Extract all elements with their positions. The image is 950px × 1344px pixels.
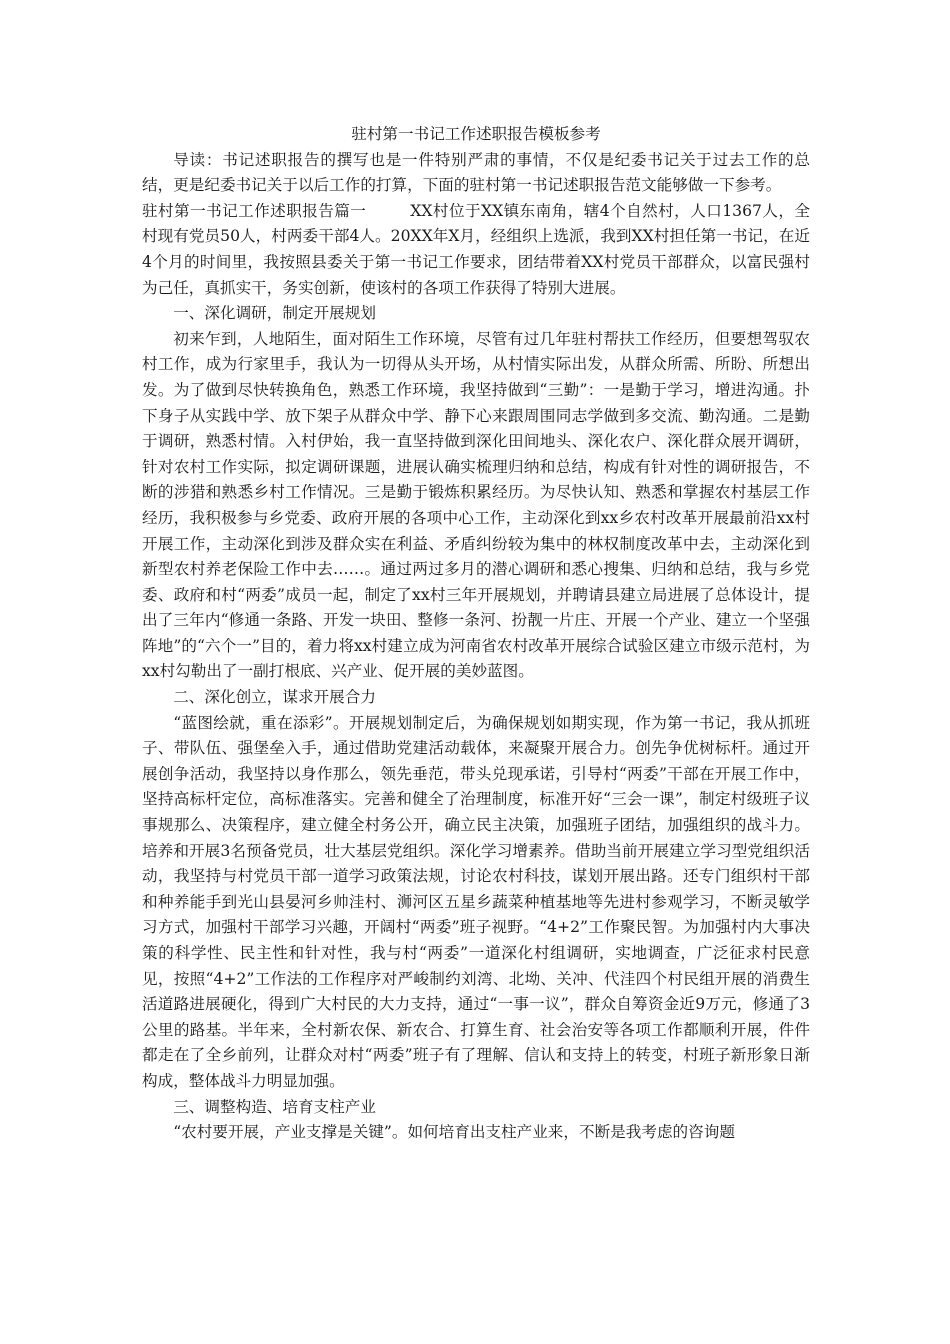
intro-paragraph: 导读：书记述职报告的撰写也是一件特别严肃的事情，不仅是纪委书记关于过去工作的总结，更是纪委书记关于以后工作的打算，下面的驻村第一书记述职报告范文能够做一下参考。: [142, 150, 810, 195]
section1-heading: 一、深化调研，制定开展规划: [173, 304, 376, 323]
section3-paragraph: “农村要开展，产业支撑是关键”。如何培育出支柱产业来，不断是我考虑的咨询题: [173, 1123, 735, 1142]
section2-heading: 二、深化创立，谋求开展合力: [173, 688, 376, 707]
part1-text: XX村位于XX镇东南角，辖4个自然村，人口1367人，全村现有党员50人，村两委干部4人。20XX年X月，经组织上选派，我到XX村担任第一书记，在近4个月的时间里，我按照县委关于第一书记工作要求，团结带着XX村党员干部群众，以富民强村为己任，真抓实干，务实创新，使该村的各项工作获得了特别大进展。: [142, 201, 810, 297]
part1-label: 驻村第一书记工作述职报告篇一: [142, 201, 367, 220]
document-title: 驻村第一书记工作述职报告模板参考: [351, 125, 601, 143]
part1-paragraph: [142, 199, 810, 301]
section3-heading: 三、调整构造、培育支柱产业: [173, 1097, 376, 1116]
section2-paragraph: “蓝图绘就，重在添彩”。开展规划制定后，为确保规划如期实现，作为第一书记，我从抓班子、带队伍、强堡垒入手，通过借助党建活动载体，来凝聚开展合力。创先争优树标杆。通过开展创争活动，我坚持以身作那么，领先垂范，带头兑现承诺，引导村“两委”干部在开展工作中，坚持高标杆定位，高标准落实。完善和健全了治理制度，标准开好“三会一课”，制定村级班子议事规那么、决策程序，建立健全村务公开，确立民主决策，加强班子团结，加强组织的战斗力。培养和开展3名预备党员，壮大基层党组织。深化学习增素养。借助当前开展建立学习型党组织活动，我坚持与村党员干部一道学习政策法规，讨论农村科技，谋划开展出路。还专门组织村干部和种养能手到光山县晏河乡帅洼村、浉河区五星乡蔬菜种植基地等先进村参观学习，不断灵敏学习方式，加强村干部学习兴趣，开阔村“两委”班子视野。“4+2”工作聚民智。为加强村内大事决策的科学性、民主性和针对性，我与村“两委”一道深化村组调研，实地调查，广泛征求村民意见，按照“4+2”工作法的工作程序对严峻制约刘湾、北坳、关冲、代洼四个村民组开展的消费生活道路进展硬化，得到广大村民的大力支持，通过“一事一议”，群众自筹资金近9万元，修通了3公里的路基。半年来，全村新农保、新农合、打算生育、社会治安等各项工作都顺利开展，件件都走在了全乡前列，让群众对村“两委”班子有了理解、信认和支持上的转变，村班子新形象日渐构成，整体战斗力明显加强。: [142, 713, 810, 1090]
section1-paragraph: 初来乍到，人地陌生，面对陌生工作环境，尽管有过几年驻村帮扶工作经历，但要想驾驭农村工作，成为行家里手，我认为一切得从头开场，从村情实际出发，从群众所需、所盼、所想出发。为了做到尽快转换角色，熟悉工作环境，我坚持做到“三勤”：一是勤于学习，增进沟通。扑下身子从实践中学、放下架子从群众中学、静下心来跟周围同志学做到多交流、勤沟通。二是勤于调研，熟悉村情。入村伊始，我一直坚持做到深化田间地头、深化农户、深化群众展开调研，针对农村工作实际，拟定调研课题，进展认确实梳理归纳和总结，构成有针对性的调研报告，不断的涉猎和熟悉乡村工作情况。三是勤于锻炼积累经历。为尽快认知、熟悉和掌握农村基层工作经历，我积极参与乡党委、政府开展的各项中心工作，主动深化到xx乡农村改革开展最前沿xx村开展工作，主动深化到涉及群众实在利益、矛盾纠纷较为集中的林权制度改革中去，主动深化到新型农村养老保险工作中去……。通过两过多月的潜心调研和悉心搜集、归纳和总结，我与乡党委、政府和村“两委”成员一起，制定了xx村三年开展规划，并聘请县建立局进展了总体设计，提出了三年内“修通一条路、开发一块田、整修一条河、扮靓一片庄、开展一个产业、建立一个坚强阵地”的“六个一”目的，着力将xx村建立成为河南省农村改革开展综合试验区建立市级示范村，为xx村勾勒出了一副打根底、兴产业、促开展的美妙蓝图。: [142, 329, 810, 681]
document-page: [142, 122, 810, 1146]
